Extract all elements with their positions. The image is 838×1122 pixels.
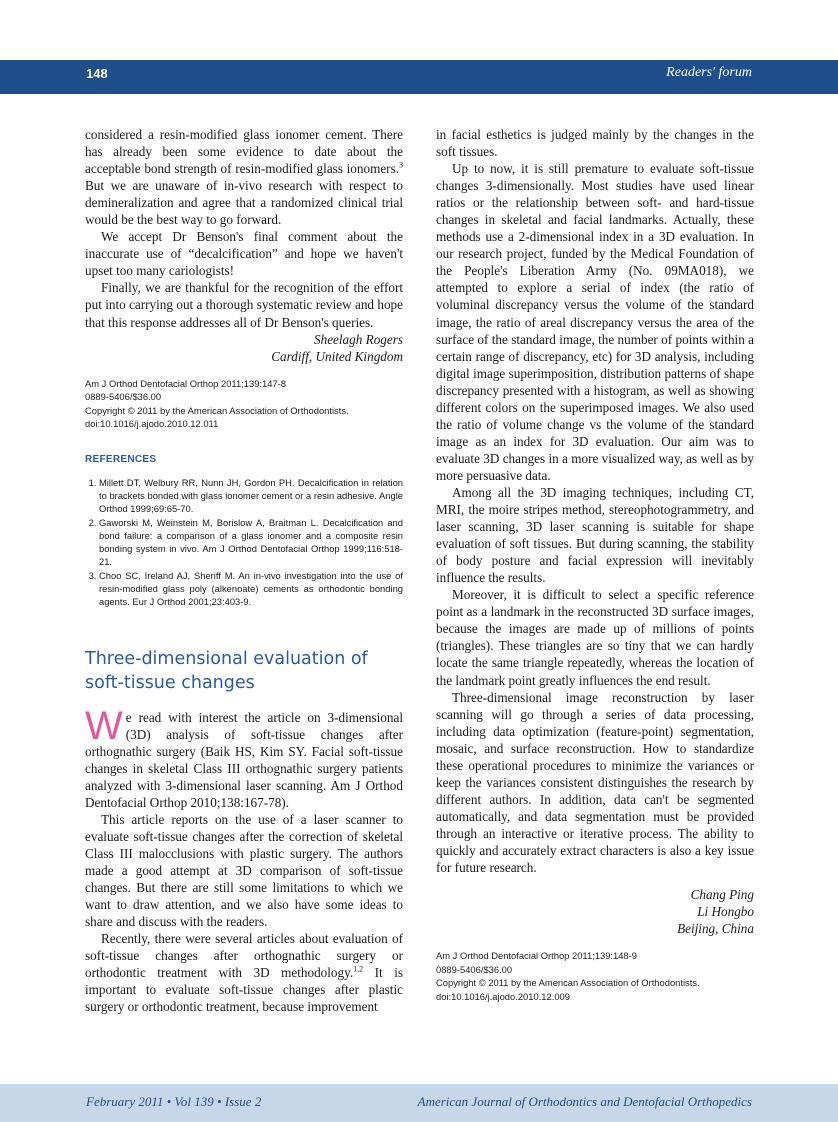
article-title: Three-dimensional evaluation of soft-tissue changes xyxy=(85,648,368,693)
paragraph: in facial esthetics is judged mainly by the changes in the soft tissues. xyxy=(436,127,754,160)
paragraph: Three-dimensional image reconstruction by laser scanning will go through a series of data processing, including data optimization (feature-point) segmentation, mosaic, and surface reconstruction. How to standardize these operational procedures to minimize the variances or keep the variances consistent distinguishes the research by different authors. In addition, data can't be segmented automatically, and data segmentation must be provided through an interactive or iterative process. The ability to quickly and accurately extract characters is also a key issue for future research. xyxy=(436,689,754,876)
left-column xyxy=(85,126,403,1016)
paragraph: Finally, we are thankful for the recognition of the effort put into carrying out a thorough systematic review and hope that this response addresses all of Dr Benson's queries. xyxy=(85,280,403,330)
signature-name: Sheelagh Rogers xyxy=(314,331,403,347)
paragraph: Up to now, it is still premature to evaluate soft-tissue changes 3-dimensionally. Most studies have used linear ratios or the relationship between soft- and hard-tissue changes in skeletal and facial landmarks. Actually, these methods use a 2-dimensional index in a 3D evaluation. In our research project, funded by the Medical Foundation of the People's Liberation Army (No. 09MA018), we attempted to explore a serial of index (the ratio of voluminal discrepancy versus the volume of the standard image, the ratio of areal discrepancy versus the area of the surface of the standard image, the number of points within a certain range of discrepancy, etc) for 3D analysis, including digital image superimposition, distribution patterns of shape discrepancy presented with a histogram, as well as showing different colors on the superimposed images. We also used the ratio of volume change vs the volume of the standard image as an index for 3D evaluation. Our aim was to evaluate 3D changes in a more visualized way, as well as by more persuasive data. xyxy=(436,161,754,483)
issue-info: February 2011 • Vol 139 • Issue 2 xyxy=(86,1094,262,1109)
paragraph: We accept Dr Benson's final comment about the inaccurate use of “decalcification” and hope we haven't upset too many cariologists! xyxy=(85,229,403,279)
journal-name: American Journal of Orthodontics and Dentofacial Orthopedics xyxy=(417,1094,752,1109)
header-bar xyxy=(0,60,838,94)
signature-name: Li Hongbo xyxy=(697,904,754,920)
references-list xyxy=(85,476,403,609)
signature-name: Chang Ping xyxy=(690,887,754,903)
right-column xyxy=(436,126,754,1003)
section-name: Readers' forum xyxy=(666,65,752,80)
signature-place: Beijing, China xyxy=(677,921,754,937)
reference-item: 2. Gaworski M, Weinstein M, Borislow A, Braitman L. Decalcification and bond failure: a comparison of a glass ionomer and a composite resin bonding system in vivo. Am J Orthod Dentofacial Orthop 1999;116:518-21. xyxy=(99,516,403,569)
citation-meta: Am J Orthod Dentofacial Orthop 2011;139:148-9 0889-5406/$36.00 Copyright © 2011 by the American Association of Orthodontists. doi:10.1016/j.ajodo.2010.12.009 xyxy=(436,950,700,1002)
paragraph: Recently, there were several articles about evaluation of soft-tissue changes after orthognathic surgery or orthodontic treatment with 3D methodology.$^{1,2}$ It is important to evaluate soft-tissue changes after plastic surgery or orthodontic treatment, because improvement xyxy=(85,931,403,1015)
paragraph: considered a resin-modified glass ionomer cement. There has already been some evidence to date about the acceptable bond strength of resin-modified glass ionomers.$^3$ But we are unaware of in-vivo research with respect to demineralization and agree that a randomized clinical trial would be the best way to go forward. xyxy=(85,127,403,228)
reference-item: 1. Millett DT, Welbury RR, Nunn JH, Gordon PH. Decalcification in relation to brackets bonded with glass ionomer cement or a resin adhesive. Angle Orthod 1999;69:65-70. xyxy=(99,476,403,516)
drop-cap: W xyxy=(85,703,123,748)
paragraph: Among all the 3D imaging techniques, including CT, MRI, the moire stripes method, stereophotogrammetry, and laser scanning, 3D laser scanning is suitable for shape evaluation of soft tissues. But during scanning, the stability of body posture and facial expression will inevitably influence the results. xyxy=(436,484,754,586)
footer-bar xyxy=(0,1084,838,1122)
page-number: 148 xyxy=(86,66,108,81)
paragraph: Moreover, it is difficult to select a specific reference point as a landmark in the reconstructed 3D surface images, because the images are made up of millions of points (triangles). These triangles are so tiny that we can hardly locate the same triangle repeatedly, whereas the location of the landmark point greatly influences the end result. xyxy=(436,587,754,688)
paragraph: This article reports on the use of a laser scanner to evaluate soft-tissue changes after the correction of skeletal Class III malocclusions with plastic surgery. The authors made a good attempt at 3D comparison of soft-tissue changes. But there are still some limitations to which we want to draw attention, and we also have some ideas to share and discuss with the readers. xyxy=(85,811,403,930)
paragraph: We read with interest the article on 3-dimensional (3D) analysis of soft-tissue changes after orthognathic surgery (Baik HS, Kim SY. Facial soft-tissue changes in skeletal Class III orthognathic surgery patients analyzed with 3-dimensional laser scanning. Am J Orthod Dentofacial Orthop 2010;138:167-78). xyxy=(85,703,403,810)
references-heading: REFERENCES xyxy=(85,453,157,465)
reference-item: 3. Choo SC, Ireland AJ, Sheriff M. An in-vivo investigation into the use of resin-modified glass poly (alkenoate) cements as orthodontic bonding agents. Eur J Orthod 2001;23:403-9. xyxy=(99,569,403,609)
citation-meta: Am J Orthod Dentofacial Orthop 2011;139:147-8 0889-5406/$36.00 Copyright © 2011 by the American Association of Orthodontists. doi:10.1016/j.ajodo.2010.12.011 xyxy=(85,377,349,430)
signature-place: Cardiff, United Kingdom xyxy=(271,348,403,364)
